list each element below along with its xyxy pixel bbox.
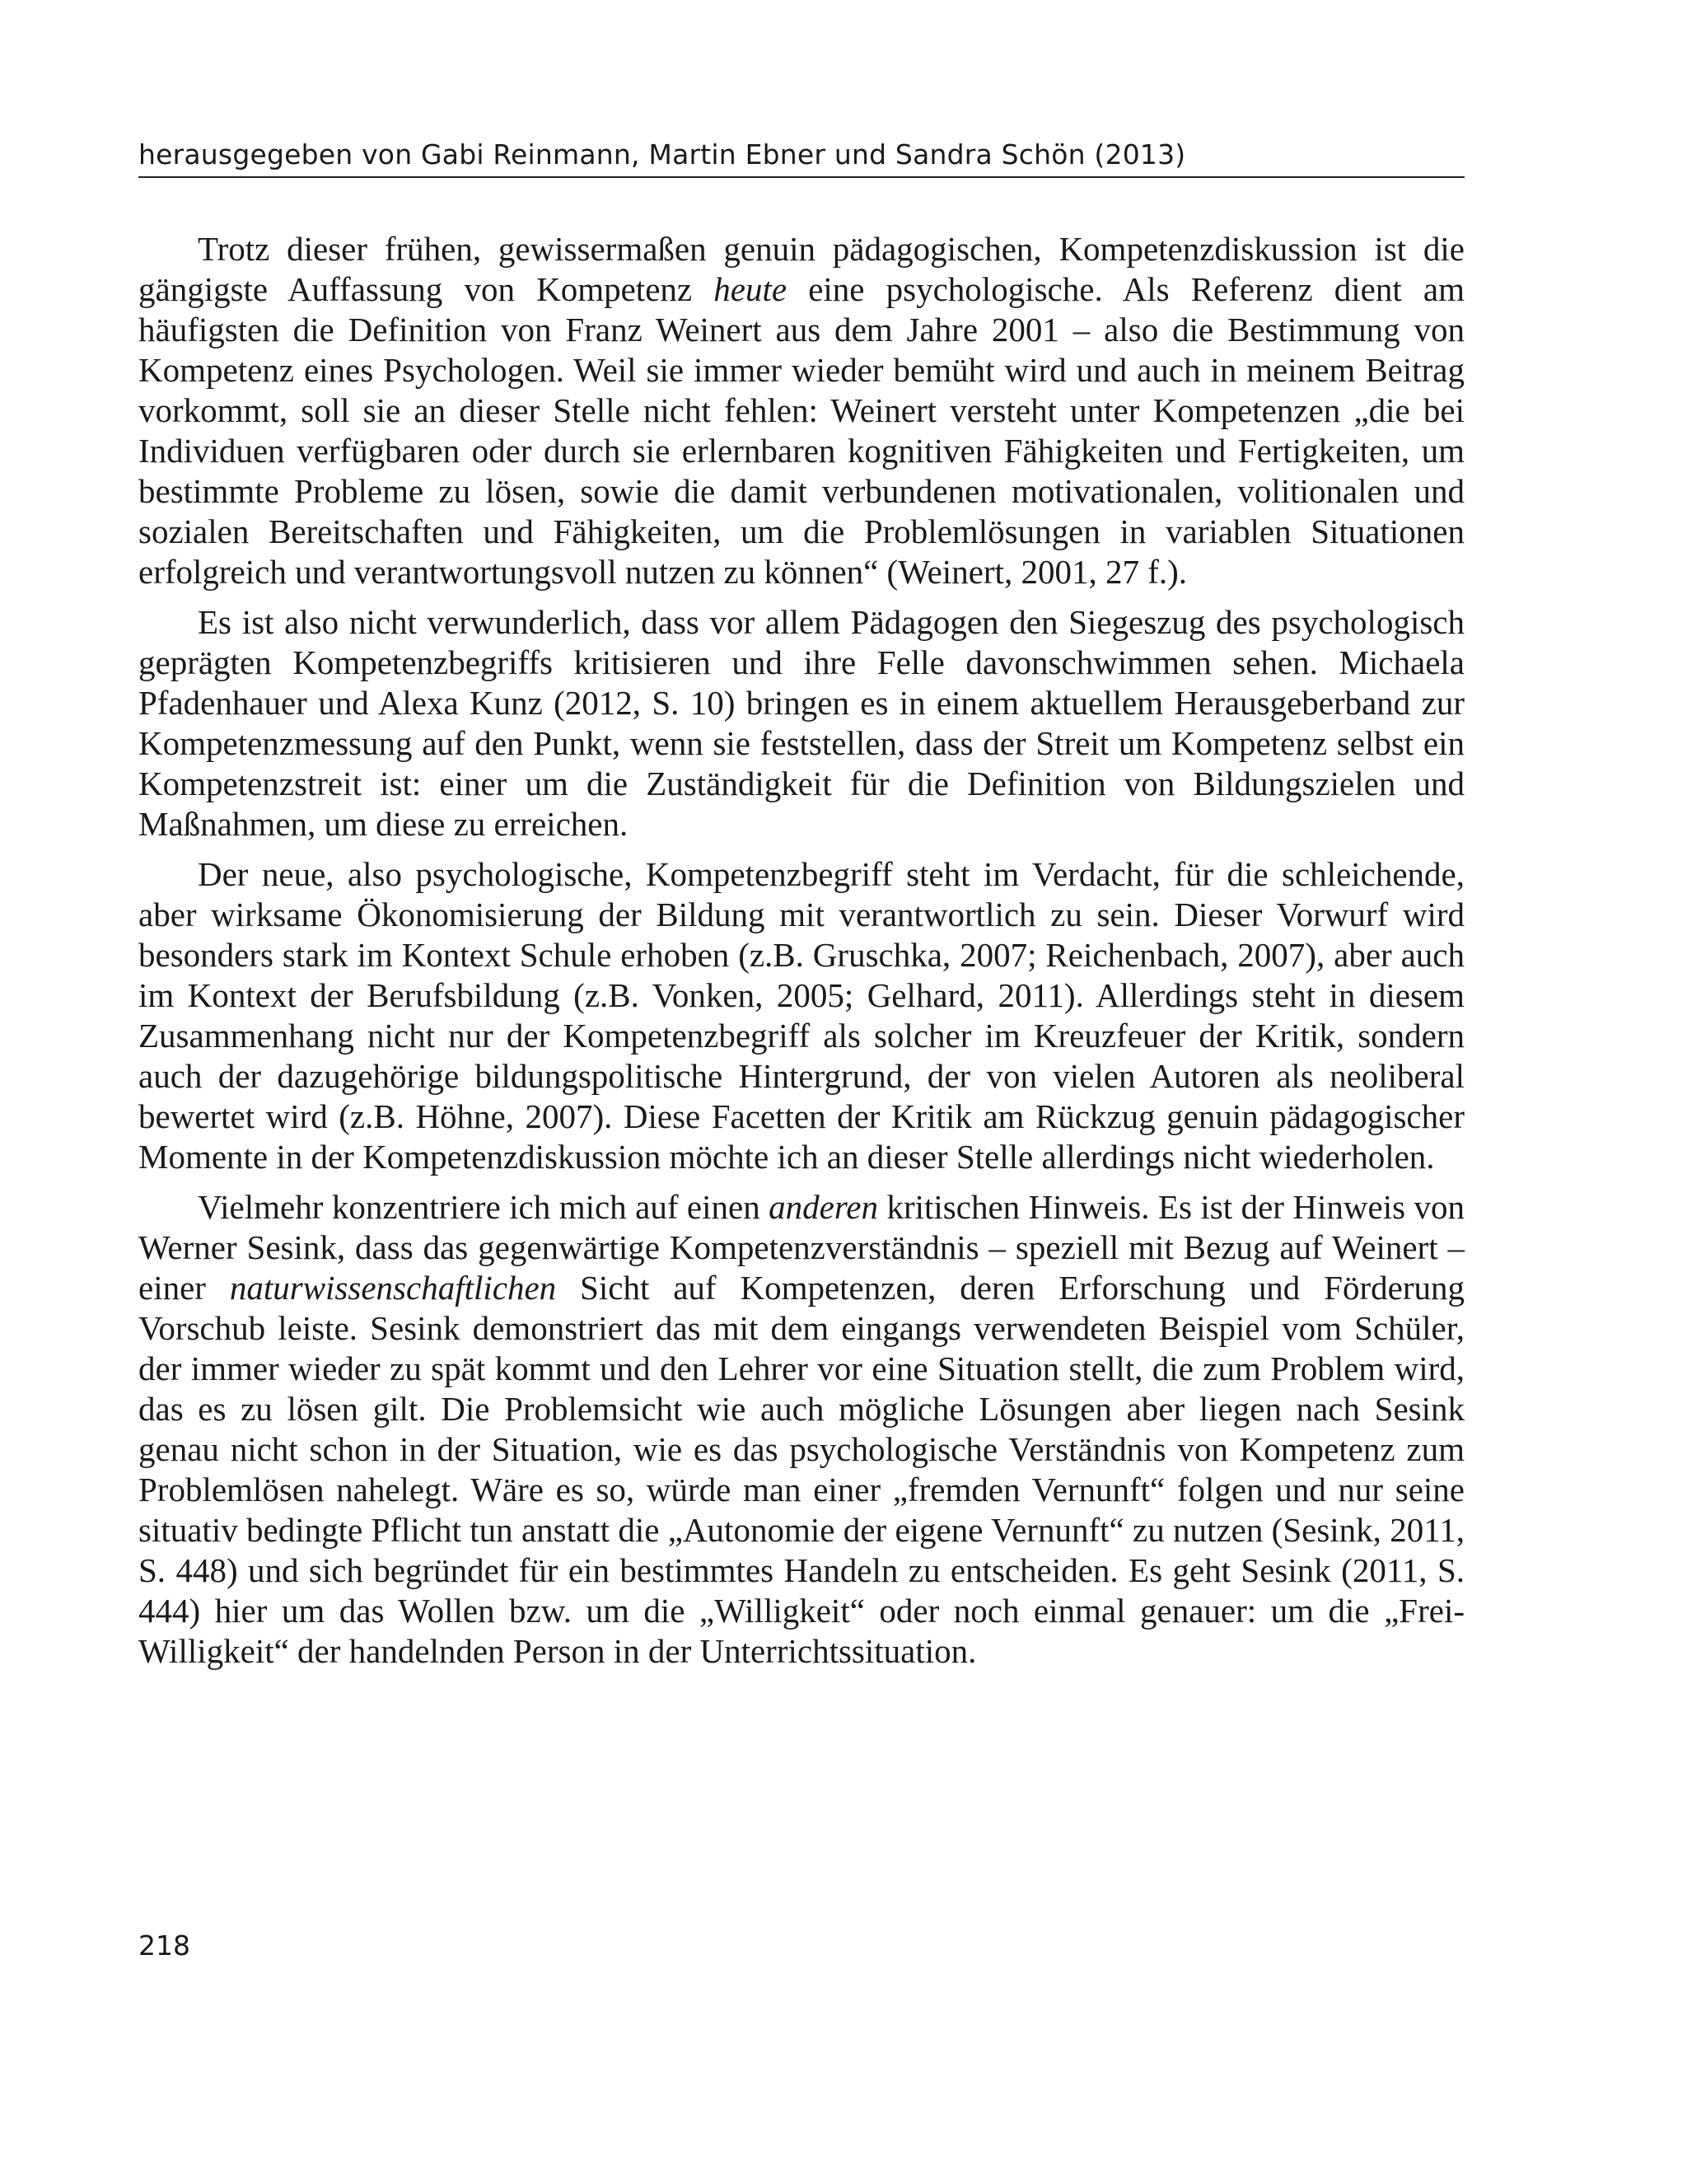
paragraph-4-text-c: Sicht auf Kompetenzen, deren Erforschung und Förderung Vorschub leiste. Sesink demonstriert das mit dem eingangs verwendeten Beispiel vom Schüler, der immer wieder zu spät kommt und den Lehrer vor eine Situation stellt, die zum Problem wird, das es zu lösen gilt. Die Problemsicht wie auch mögliche Lösungen aber liegen nach Sesink genau nicht schon in der Situation, wie es das psychologische Verständnis von Kompetenz zum Problemlösen nahelegt. Wäre es so, würde man einer „fremden Vernunft“ folgen und nur seine situativ bedingte Pflicht tun anstatt die „Autonomie der eigene Vernunft“ zu nutzen (Sesink, 2011, S. 448) und sich begründet für ein bestimmtes Handeln zu entscheiden. Es geht Sesink (2011, S. 444) hier um das Wollen bzw. um die „Willigkeit“ oder noch einmal genauer: um die „Frei-Willigkeit“ der handelnden Person in der Unterrichtssituation.	[138, 1269, 1465, 1670]
page-number: 218	[138, 1929, 190, 1962]
header-rule	[138, 176, 1465, 178]
paragraph-4-text-b: kritischen Hinweis. Es ist der Hinweis von Werner Sesink, dass das gegenwärtige Kompetenzverständnis – speziell mit Bezug auf Weinert – einer	[138, 1188, 1465, 1307]
paragraph-4-emphasis-2: naturwissenschaftlichen	[229, 1269, 557, 1307]
paragraph-1-text-b: eine psychologische. Als Referenz dient am häufigsten die Definition von Franz Weinert aus dem Jahre 2001 – also die Bestimmung von Kompetenz eines Psychologen. Weil sie immer wieder bemüht wird und auch in meinem Beitrag vorkommt, soll sie an dieser Stelle nicht fehlen: Weinert versteht unter Kompetenzen „die bei Individuen verfügbaren oder durch sie erlernbaren kognitiven Fähigkeiten und Fertigkeiten, um bestimmte Probleme zu lösen, sowie die damit verbundenen motivationalen, volitionalen und sozialen Bereitschaften und Fähigkeiten, um die Problemlösungen in variablen Situationen erfolgreich und verantwortungsvoll nutzen zu können“ (Weinert, 2001, 27 f.).	[138, 270, 1465, 591]
body-text	[138, 229, 1465, 1681]
paragraph-1	[138, 229, 1465, 592]
paragraph-3	[138, 854, 1465, 1177]
running-header-text: herausgegeben von Gabi Reinmann, Martin Ebner und Sandra Schön (2013)	[138, 138, 1186, 171]
paragraph-1-emphasis: heute	[713, 270, 787, 308]
paragraph-1-text-a: Trotz dieser frühen, gewissermaßen genuin pädagogischen, Kompetenzdiskussion ist die gängigste Auffassung von Kompetenz	[138, 230, 1465, 308]
paragraph-4	[138, 1187, 1465, 1672]
paragraph-4-text-a: Vielmehr konzentriere ich mich auf einen	[198, 1188, 769, 1226]
running-header	[138, 138, 1465, 171]
paragraph-3-text: Der neue, also psychologische, Kompetenzbegriff steht im Verdacht, für die schleichende, aber wirksame Ökonomisierung der Bildung mit verantwortlich zu sein. Dieser Vorwurf wird besonders stark im Kontext Schule erhoben (z.B. Gruschka, 2007; Reichenbach, 2007), aber auch im Kontext der Berufsbildung (z.B. Vonken, 2005; Gelhard, 2011). Allerdings steht in diesem Zusammenhang nicht nur der Kompetenzbegriff als solcher im Kreuzfeuer der Kritik, sondern auch der dazugehörige bildungspolitische Hintergrund, der von vielen Autoren als neoliberal bewertet wird (z.B. Höhne, 2007). Diese Facetten der Kritik am Rückzug genuin pädagogischer Momente in der Kompetenzdiskussion möchte ich an dieser Stelle allerdings nicht wiederholen.	[138, 855, 1465, 1176]
paragraph-2-text: Es ist also nicht verwunderlich, dass vor allem Pädagogen den Siegeszug des psychologisch geprägten Kompetenzbegriffs kritisieren und ihre Felle davonschwimmen sehen. Michaela Pfadenhauer und Alexa Kunz (2012, S. 10) bringen es in einem aktuellem Herausgeberband zur Kompetenzmessung auf den Punkt, wenn sie feststellen, dass der Streit um Kompetenz selbst ein Kompetenzstreit ist: einer um die Zuständigkeit für die Definition von Bildungszielen und Maßnahmen, um diese zu erreichen.	[138, 603, 1465, 843]
paragraph-2	[138, 602, 1465, 844]
paragraph-4-emphasis-1: anderen	[769, 1188, 879, 1226]
